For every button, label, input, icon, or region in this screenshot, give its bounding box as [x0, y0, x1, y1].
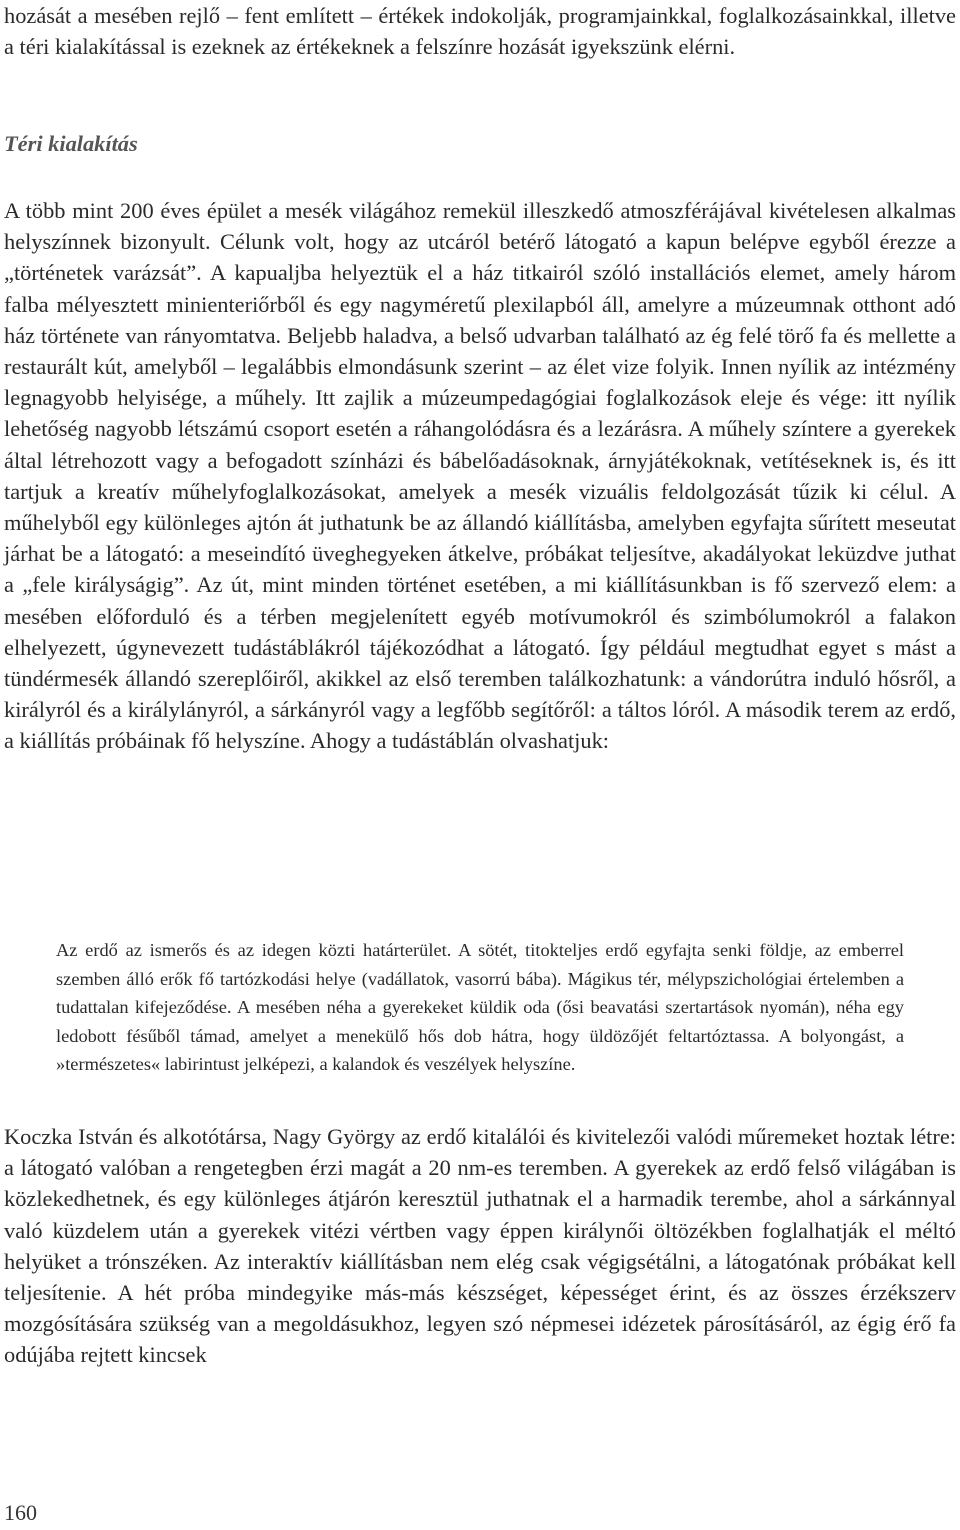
intro-paragraph: hozását a mesében rejlő – fent említett – értékek indokolják, programjainkkal, foglalkozásainkkal, illetve a téri kialakítással is ezeknek az értékeknek a felszínre hozását igyekszünk elérni. — [4, 3, 956, 60]
closing-paragraph: Koczka István és alkotótársa, Nagy György az erdő kitalálói és kivitelezői valódi műremeket hoztak létre: a látogató valóban a rengetegben érzi magát a 20 nm-es teremben. A gyerekek az erdő felső világában is közlekedhetnek, és egy különleges átjárón keresztül juthatnak el a harmadik terembe, ahol a sárkánnyal való küzdelem után a gyerekek vitézi vértben vagy éppen királynői öltözékben foglalhatják el méltó helyüket a trónszéken. Az interaktív kiállításban nem elég csak végigsétálni, a látogatónak próbákat kell teljesítenie. A hét próba mindegyike más-más készséget, képességet érint, és az összes érzékszerv mozgósítására szükség van a megoldásukhoz, legyen szó népmesei idézetek párosításáról, az égig érő fa odújába rejtett kincsek — [4, 1124, 956, 1368]
section-heading: Téri kialakítás — [4, 131, 138, 156]
block-quote: Az erdő az ismerős és az idegen közti határterület. A sötét, titokteljes erdő egyfajta senki földje, az emberrel szemben álló erők fő tartózkodási helye (vadállatok, vasorrú bába). Mágikus tér, mélypszichológiai értelemben a tudattalan kifejeződése. A mesében néha a gyerekeket küldik oda (ősi beavatási szertartások nyomán), néha egy ledobott fésűből támad, amelyet a menekülő hős dob hátra, hogy üldözőjét feltartóztassa. A bolyongást, a »természetes« labirintust jelképezi, a kalandok és veszélyek helyszíne. — [56, 940, 904, 1075]
main-paragraph: A több mint 200 éves épület a mesék világához remekül illeszkedő atmoszférájával kivételesen alkalmas helyszínnek bizonyult. Célunk volt, hogy az utcáról betérő látogató a kapun belépve egyből érezze a „történetek varázsát”. A kapualjba helyeztük el a ház titkairól szóló installációs elemet, amely három falba mélyesztett minienteriőrből és egy nagyméretű plexilapból áll, amelyre a múzeumnak otthont adó ház története van rányomtatva. Beljebb haladva, a belső udvarban található az ég felé törő fa és mellette a restaurált kút, amelyből – legalábbis elmondásunk szerint – az élet vize folyik. Innen nyílik az intézmény legnagyobb helyisége, a műhely. Itt zajlik a múzeumpedagógiai foglalkozások eleje és vége: itt nyílik lehetőség nagyobb létszámú csoport esetén a ráhangolódásra és a lezárásra. A műhely színtere a gyerekek által létrehozott vagy a befogadott színházi és bábelőadásoknak, árnyjátékoknak, vetítéseknek is, és itt tartjuk a kreatív műhelyfoglalkozásokat, amelyek a mesék vizuális feldolgozását tűzik ki célul. A műhelyből egy különleges ajtón át juthatunk be az állandó kiállításba, amelyben egyfajta sűrített meseutat járhat be a látogató: a meseindító üveghegyeken átkelve, próbákat teljesítve, akadályokat leküzdve juthat a „fele királyságig”. Az út, mint minden történet esetében, a mi kiállításunkban is fő szervező elem: a mesében előforduló és a térben megjelenített egyéb motívumokról és szimbólumokról a falakon elhelyezett, úgynevezett tudástáblákról tájékozódhat a látogató. Így például megtudhat egyet s mást a tündérmesék állandó szereplőiről, akikkel az első teremben találkozhatunk: a vándorútra induló hősről, a királyról és a királylányról, a sárkányról vagy a legfőbb segítőről: a táltos lóról. A második terem az erdő, a kiállítás próbáinak fő helyszíne. Ahogy a tudástáblán olvashatjuk: — [4, 198, 956, 754]
page-number: 160 — [4, 1500, 37, 1525]
